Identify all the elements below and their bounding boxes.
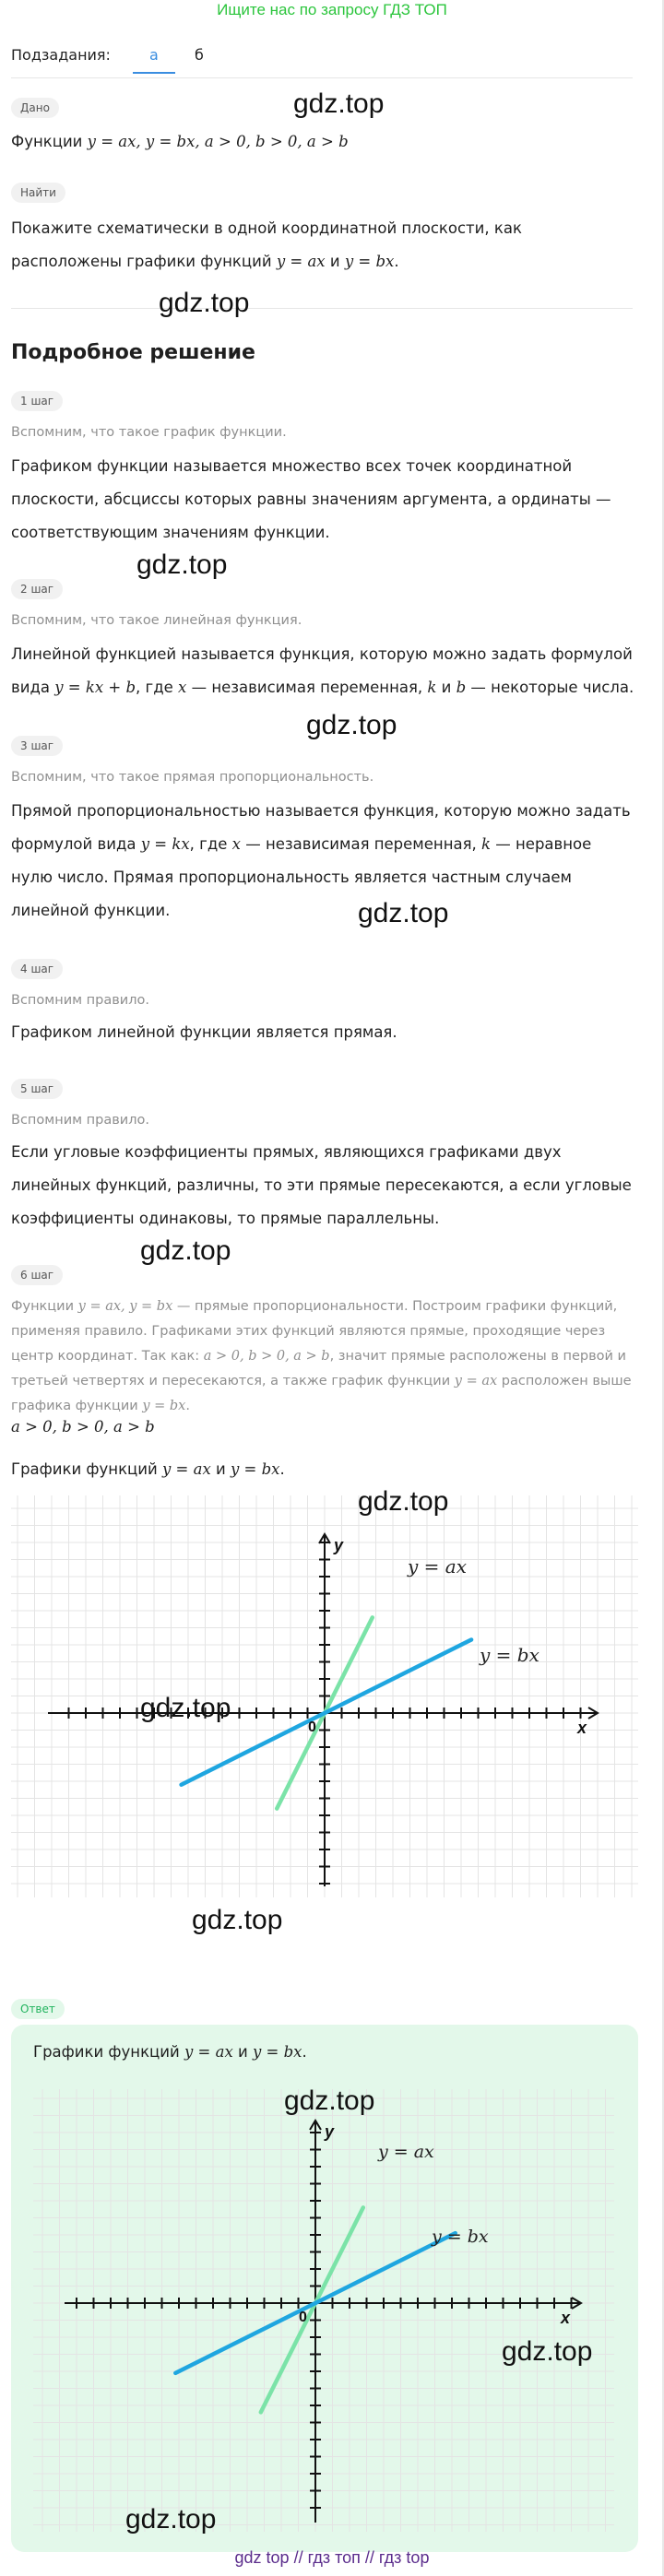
step-1-text: Графиком функции называется множество всех точек координатной плоскости, абсциссы которых равны значениям аргумента, а ординаты — соответствующим значениям функции. bbox=[11, 457, 611, 541]
step-5-text: Если угловые коэффициенты прямых, являющихся графиками двух линейных функций, различны, то эти прямые пересекаются, а если угловые коэффициенты одинаковы, то прямые параллельны. bbox=[11, 1143, 632, 1227]
origin-label: 0 bbox=[299, 2310, 307, 2325]
watermark: gdz.top bbox=[284, 2086, 375, 2116]
grid bbox=[33, 2089, 614, 2532]
step-6-graphs-text: Графики функций y = ax и y = bx. bbox=[11, 1460, 285, 1478]
solution-chart-svg bbox=[11, 1495, 638, 1897]
tab-b[interactable]: б bbox=[195, 46, 204, 64]
watermark: gdz.top bbox=[293, 89, 385, 119]
step-2-text: Линейной функцией называется функция, которую можно задать формулой вида y = kx + b, где x — независимая переменная, k и b — некоторые числа. bbox=[11, 645, 634, 696]
watermark: gdz.top bbox=[192, 1905, 283, 1935]
watermark: gdz.top bbox=[136, 549, 228, 580]
step-6-condition: a > 0, b > 0, a > b bbox=[11, 1418, 155, 1436]
watermark: gdz.top bbox=[502, 2336, 593, 2367]
answer-chart bbox=[33, 2089, 614, 2532]
footer-link[interactable]: gdz top bbox=[234, 2548, 290, 2567]
step-5-hint: Вспомним правило. bbox=[11, 1113, 149, 1128]
watermark: gdz.top bbox=[125, 2504, 217, 2535]
step-2-hint: Вспомним, что такое линейная функция. bbox=[11, 613, 302, 628]
series-line-ax bbox=[261, 2207, 363, 2412]
subtasks-label: Подзадания: bbox=[11, 46, 111, 64]
watermark: gdz.top bbox=[159, 288, 250, 318]
step-6-hint: Функции y = ax, y = bx — прямые пропорциональности. Построим графики функций, применяя правило. Графиками этих функций являются прямые, проходящие через центр координат. Так как: a > 0, b > 0, a > b, значит прямые расположены в первой и третьей четвертях и пересекаются, а также график функции y = ax расположен выше графика функции y = bx. bbox=[11, 1299, 632, 1413]
subtasks-row bbox=[11, 42, 657, 76]
search-note: Ищите нас по запросу ГДЗ ТОП bbox=[217, 1, 447, 18]
series-label: y = bx bbox=[432, 2227, 489, 2247]
step-1-badge: 1 шаг bbox=[11, 391, 63, 411]
answer-text: Графики функций y = ax и y = bx. bbox=[33, 2043, 307, 2061]
y-axis-label: y bbox=[334, 1536, 344, 1554]
series-label: y = ax bbox=[408, 1555, 467, 1578]
solution-chart bbox=[11, 1495, 638, 1897]
step-4-badge: 4 шаг bbox=[11, 959, 63, 979]
tab-a[interactable]: а bbox=[149, 46, 159, 64]
step-3-badge: 3 шаг bbox=[11, 736, 63, 756]
watermark: gdz.top bbox=[140, 1235, 231, 1266]
watermark: gdz.top bbox=[140, 1693, 231, 1723]
given-text: Функции y = ax, y = bx, a > 0, b > 0, a > b bbox=[11, 133, 349, 150]
watermark: gdz.top bbox=[358, 1486, 449, 1517]
step-1-hint: Вспомним, что такое график функции. bbox=[11, 425, 287, 440]
step-3-hint: Вспомним, что такое прямая пропорциональность. bbox=[11, 770, 374, 785]
origin-label: 0 bbox=[308, 1719, 316, 1735]
watermark: gdz.top bbox=[358, 898, 449, 928]
given-badge: Дано bbox=[11, 98, 59, 118]
step-5-badge: 5 шаг bbox=[11, 1079, 63, 1099]
find-badge: Найти bbox=[11, 183, 65, 203]
step-3-text: Прямой пропорциональностью называется функция, которую можно задать формулой вида y = kx, где x — независимая переменная, k — неравное нулю число. Прямая пропорциональность является частным случаем линейной функции. bbox=[11, 802, 631, 919]
step-2-badge: 2 шаг bbox=[11, 579, 63, 599]
answer-chart-svg bbox=[33, 2089, 614, 2532]
y-axis-label: y bbox=[325, 2122, 335, 2141]
step-4-text: Графиком линейной функции является прямая. bbox=[11, 1023, 397, 1041]
series-label: y = ax bbox=[378, 2142, 434, 2162]
footer-link[interactable]: гдз топ bbox=[307, 2548, 361, 2567]
divider bbox=[11, 308, 633, 309]
watermark: gdz.top bbox=[306, 710, 397, 740]
given-math: y = ax, y = bx, a > 0, b > 0, a > b bbox=[87, 133, 349, 150]
series-label: y = bx bbox=[480, 1644, 540, 1666]
answer-badge: Ответ bbox=[11, 1999, 65, 2019]
active-tab-indicator bbox=[133, 72, 175, 74]
footer-link[interactable]: гдз top bbox=[378, 2548, 430, 2567]
divider bbox=[11, 77, 633, 78]
step-6-badge: 6 шаг bbox=[11, 1265, 63, 1285]
find-text: Покажите схематически в одной координатной плоскости, как расположены графики функций y = ax и y = bx. bbox=[11, 219, 522, 270]
x-axis-label: x bbox=[561, 2309, 571, 2327]
step-4-hint: Вспомним правило. bbox=[11, 993, 149, 1008]
footer: gdz top // гдз топ // гдз top bbox=[234, 2548, 430, 2567]
solution-title: Подробное решение bbox=[11, 341, 255, 364]
x-axis-label: x bbox=[577, 1719, 587, 1737]
